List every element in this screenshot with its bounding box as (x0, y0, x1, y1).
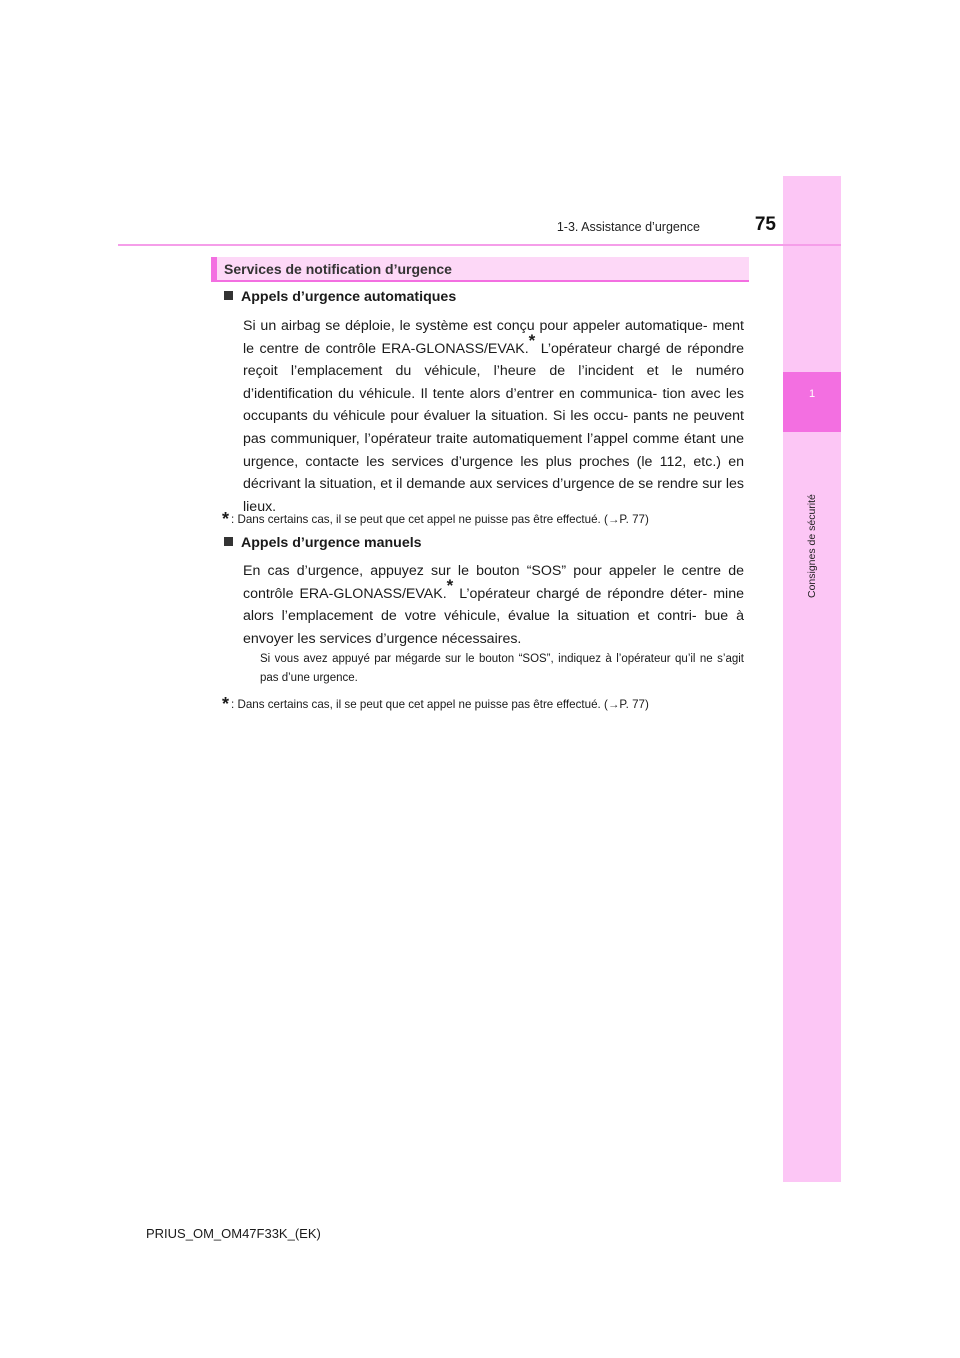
chapter-tab-active-marker (783, 372, 841, 432)
manual-calls-footnote-text: : Dans certains cas, il se peut que cet appel ne puisse pas être effectué. (→P. 77) (231, 698, 649, 711)
manual-calls-text-part1: En cas d’urgence, appuyez sur le bouton “SOS” pour appeler le centre de contrôle ERA-GLONASS/EVAK. (243, 563, 744, 602)
automatic-calls-heading (224, 289, 456, 305)
chapter-title: Consignes de sécurité (806, 494, 818, 598)
chapter-side-tab (783, 176, 841, 1182)
automatic-calls-text-part1: Si un airbag se déploie, le système est conçu pour appeler automatique- ment le centre de contrôle ERA-GLONASS/EVAK. (243, 318, 744, 357)
manual-calls-footnote (222, 694, 649, 715)
footnote-star-icon: * (528, 330, 536, 350)
footnote-star-icon: * (222, 509, 230, 529)
section-title: Services de notification d’urgence (224, 261, 452, 277)
section-title-bar (211, 257, 749, 282)
manual-calls-note: Si vous avez appuyé par mégarde sur le bouton “SOS”, indiquez à l’opérateur qu’il ne s’agit pas d’une urgence. (260, 653, 744, 684)
square-bullet-icon (224, 537, 233, 546)
header-divider (118, 244, 841, 246)
automatic-calls-text-part2: L’opérateur chargé de répondre reçoit l’emplacement du véhicule, l’heure de l’incident et le numéro d’identification du véhicule. Il tente alors d’entrer en communica- tion avec les occupants du véhicule pour évaluer la situation. Si les occu- pants ne peuvent pas communiquer, l’opérateur traite automatiquement l’appel comme étant une urgence, contacte les services d’urgence les plus proches (le 112, etc.) en décrivant la situation, et il demande aux services d’urgence de se rendre sur les lieux. (243, 340, 745, 515)
automatic-calls-heading-text: Appels d’urgence automatiques (241, 289, 457, 305)
footnote-star-icon: * (222, 694, 230, 714)
automatic-calls-footnote-text: : Dans certains cas, il se peut que cet appel ne puisse pas être effectué. (→P. 77) (231, 513, 649, 526)
square-bullet-icon (224, 291, 233, 300)
manual-calls-heading (224, 535, 422, 551)
footnote-star-icon: * (446, 575, 454, 595)
manual-calls-heading-text: Appels d’urgence manuels (241, 535, 422, 551)
manual-calls-text-part2: L’opérateur chargé de répondre déter- mine alors l’emplacement de votre véhicule, évalue la situation et contri- bue à envoyer les services d’urgence nécessaires. (243, 585, 744, 647)
automatic-calls-footnote (222, 509, 649, 530)
document-code: PRIUS_OM_OM47F33K_(EK) (146, 1226, 321, 1241)
chapter-number: 1 (808, 388, 816, 400)
section-bar-accent (211, 257, 217, 282)
manual-calls-paragraph (243, 560, 744, 650)
page-number: 75 (754, 214, 776, 235)
header-section-title: 1-3. Assistance d’urgence (556, 220, 700, 234)
automatic-calls-paragraph (243, 315, 744, 518)
